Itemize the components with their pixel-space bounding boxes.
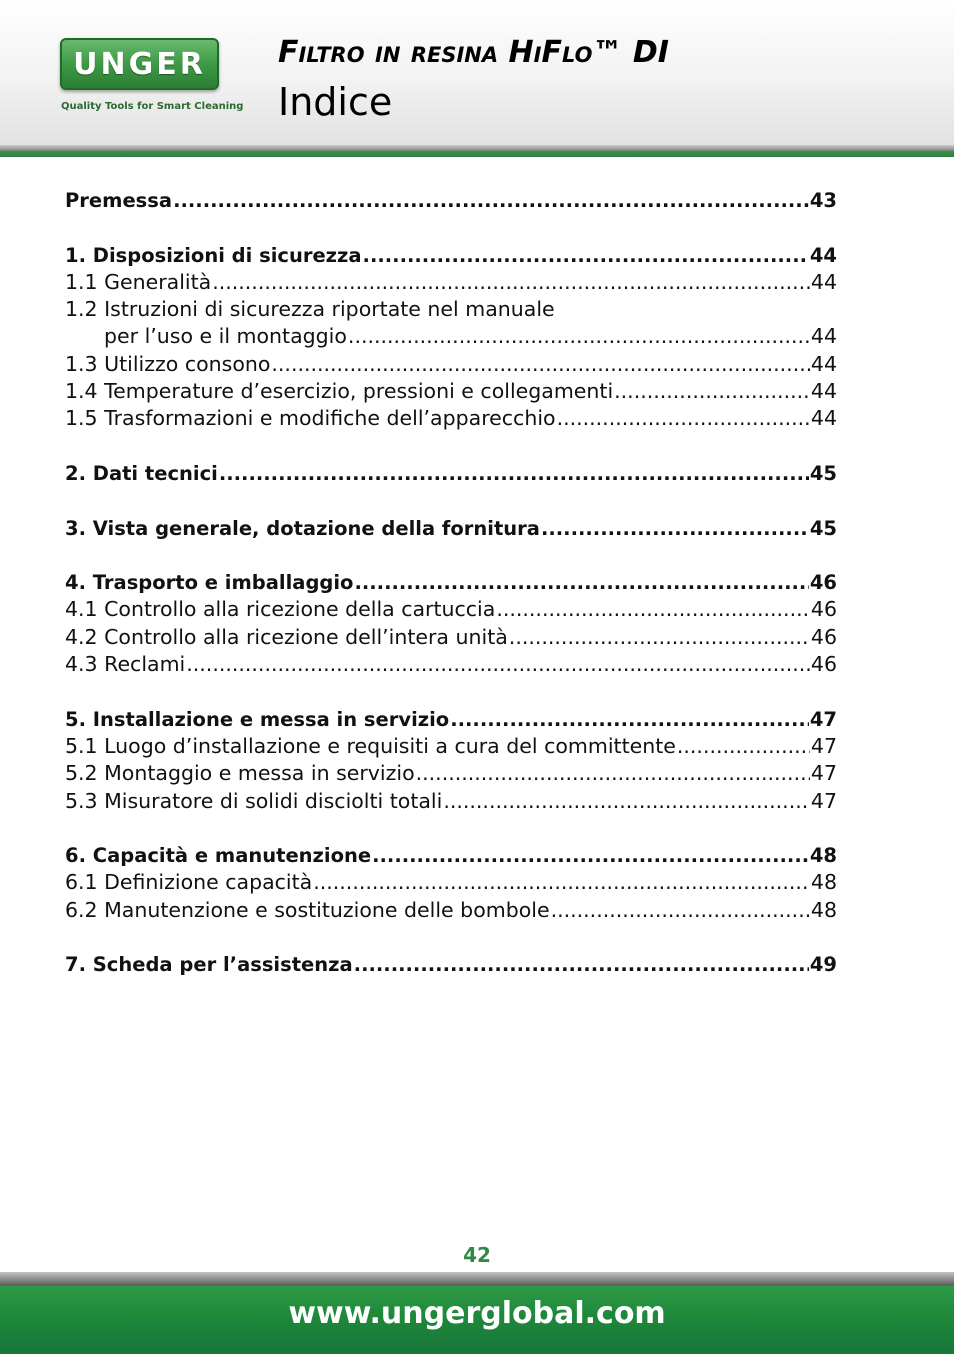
toc-spacer	[65, 678, 837, 705]
toc-entry-page: 44	[810, 379, 837, 404]
toc-entry-page: 49	[809, 953, 837, 977]
toc-entry-page: 46	[810, 652, 837, 677]
footer-divider	[0, 1272, 954, 1286]
toc-entry-page: 45	[809, 461, 837, 485]
toc-section-entry[interactable]	[65, 242, 837, 269]
page-number: 42	[463, 1243, 491, 1267]
toc-entry-label: Premessa	[65, 189, 173, 212]
toc-entry-label: 1. Disposizioni di sicurezza	[65, 243, 362, 267]
toc-subsection-entry[interactable]	[65, 351, 837, 378]
toc-leader-dots	[496, 596, 810, 623]
toc-leader-dots	[313, 869, 810, 896]
toc-leader-dots	[551, 897, 810, 924]
toc-entry-page: 47	[809, 707, 837, 731]
toc-leader-dots	[541, 515, 809, 542]
toc-subsection-entry[interactable]	[65, 788, 837, 815]
toc-subsection-entry[interactable]	[65, 869, 837, 896]
toc-leader-dots	[363, 242, 809, 269]
toc-entry-label: 1.2 Istruzioni di sicurezza riportate nel manuale	[65, 297, 555, 322]
toc-entry-label: 5.1 Luogo d’installazione e requisiti a cura del committente	[65, 733, 676, 758]
toc-entry-label: 4.3 Reclami	[65, 652, 186, 677]
toc-section-entry[interactable]	[65, 515, 837, 542]
toc-entry-label: 4.2 Controllo alla ricezione dell’intera unità	[65, 624, 508, 649]
toc-leader-dots	[354, 569, 808, 596]
toc-section-entry[interactable]	[65, 569, 837, 596]
website-url[interactable]: www.ungerglobal.com	[288, 1296, 666, 1331]
toc-section-entry[interactable]	[65, 460, 837, 487]
toc-section-entry[interactable]	[65, 842, 837, 869]
toc-entry-label: 1.4 Temperature d’esercizio, pressioni e collegamenti	[65, 379, 614, 404]
toc-entry-page: 46	[810, 597, 837, 622]
toc-entry-label: 6.1 Definizione capacità	[65, 870, 313, 895]
toc-entry-page: 43	[809, 189, 837, 212]
toc-subsection-entry[interactable]	[65, 760, 837, 787]
toc-entry-page: 44	[810, 406, 837, 431]
toc-entry-page: 44	[810, 324, 837, 349]
toc-entry-page: 44	[809, 243, 837, 267]
toc-spacer	[65, 924, 837, 951]
toc-leader-dots	[416, 760, 810, 787]
toc-leader-dots	[186, 651, 810, 678]
toc-leader-dots	[212, 269, 810, 296]
toc-section-entry[interactable]	[65, 951, 837, 978]
toc-leader-dots	[677, 733, 810, 760]
toc-entry-page: 48	[810, 897, 837, 922]
logo-text: UNGER	[73, 46, 206, 82]
unger-logo	[60, 38, 219, 90]
toc-leader-dots	[271, 351, 810, 378]
header-divider	[0, 145, 954, 157]
toc-leader-dots	[348, 323, 810, 350]
toc-entry-label: 1.1 Generalità	[65, 269, 212, 294]
toc-leader-dots	[450, 706, 809, 733]
toc-leader-dots	[614, 378, 810, 405]
toc-entry-page: 46	[809, 571, 837, 595]
toc-entry-label: 4. Trasporto e imballaggio	[65, 571, 354, 595]
toc-entry-page: 48	[809, 844, 837, 868]
toc-entry-page: 46	[810, 624, 837, 649]
toc-spacer	[65, 214, 837, 241]
toc-leader-dots	[509, 624, 810, 651]
toc-entry-label: 3. Vista generale, dotazione della fornitura	[65, 516, 540, 540]
toc-entry-label: 6. Capacità e manutenzione	[65, 844, 372, 868]
toc-entry-label: 7. Scheda per l’assistenza	[65, 953, 353, 977]
toc-subsection-entry[interactable]	[65, 651, 837, 678]
toc-section-entry[interactable]	[65, 187, 837, 214]
toc-entry-page: 47	[810, 788, 837, 813]
toc-subsection-entry[interactable]	[65, 624, 837, 651]
table-of-contents	[65, 187, 837, 979]
toc-subsection-entry[interactable]	[65, 323, 837, 350]
toc-entry-page: 44	[810, 351, 837, 376]
toc-leader-dots	[219, 460, 809, 487]
page-footer	[0, 1286, 954, 1354]
toc-subsection-entry[interactable]	[65, 733, 837, 760]
toc-leader-dots	[354, 951, 809, 978]
toc-entry-label: 1.5 Trasformazioni e modifiche dell’apparecchio	[65, 406, 556, 431]
toc-entry-label: 5.3 Misuratore di solidi disciolti totali	[65, 788, 443, 813]
toc-subsection-entry[interactable]	[65, 897, 837, 924]
toc-subsection-entry[interactable]	[65, 378, 837, 405]
toc-subsection-entry[interactable]	[65, 405, 837, 432]
document-title: Filtro in resina HiFlo™ DI	[278, 35, 669, 70]
toc-entry-page: 47	[810, 761, 837, 786]
toc-leader-dots	[372, 842, 809, 869]
page-header	[0, 0, 954, 145]
toc-entry-page: 47	[810, 733, 837, 758]
toc-entry-label: per l’uso e il montaggio	[104, 324, 347, 349]
toc-subsection-entry[interactable]	[65, 596, 837, 623]
toc-leader-dots	[173, 187, 809, 214]
toc-spacer	[65, 542, 837, 569]
toc-entry-label: 6.2 Manutenzione e sostituzione delle bombole	[65, 897, 550, 922]
toc-leader-dots	[443, 788, 810, 815]
page-title: Indice	[278, 80, 393, 124]
toc-entry-label: 5.2 Montaggio e messa in servizio	[65, 761, 415, 786]
toc-spacer	[65, 433, 837, 460]
toc-entry-label: 2. Dati tecnici	[65, 461, 218, 485]
toc-subsection-entry[interactable]	[65, 269, 837, 296]
toc-entry-page: 48	[810, 870, 837, 895]
toc-section-entry[interactable]	[65, 706, 837, 733]
toc-entry-label: 5. Installazione e messa in servizio	[65, 707, 450, 731]
toc-spacer	[65, 487, 837, 514]
toc-entry-label: 1.3 Utilizzo consono	[65, 351, 271, 376]
toc-leader-dots	[557, 405, 810, 432]
logo-tagline: Quality Tools for Smart Cleaning	[61, 101, 244, 112]
toc-subsection-entry[interactable]	[65, 296, 837, 323]
toc-entry-page: 45	[809, 516, 837, 540]
toc-entry-page: 44	[810, 269, 837, 294]
toc-entry-label: 4.1 Controllo alla ricezione della cartuccia	[65, 597, 496, 622]
toc-spacer	[65, 815, 837, 842]
